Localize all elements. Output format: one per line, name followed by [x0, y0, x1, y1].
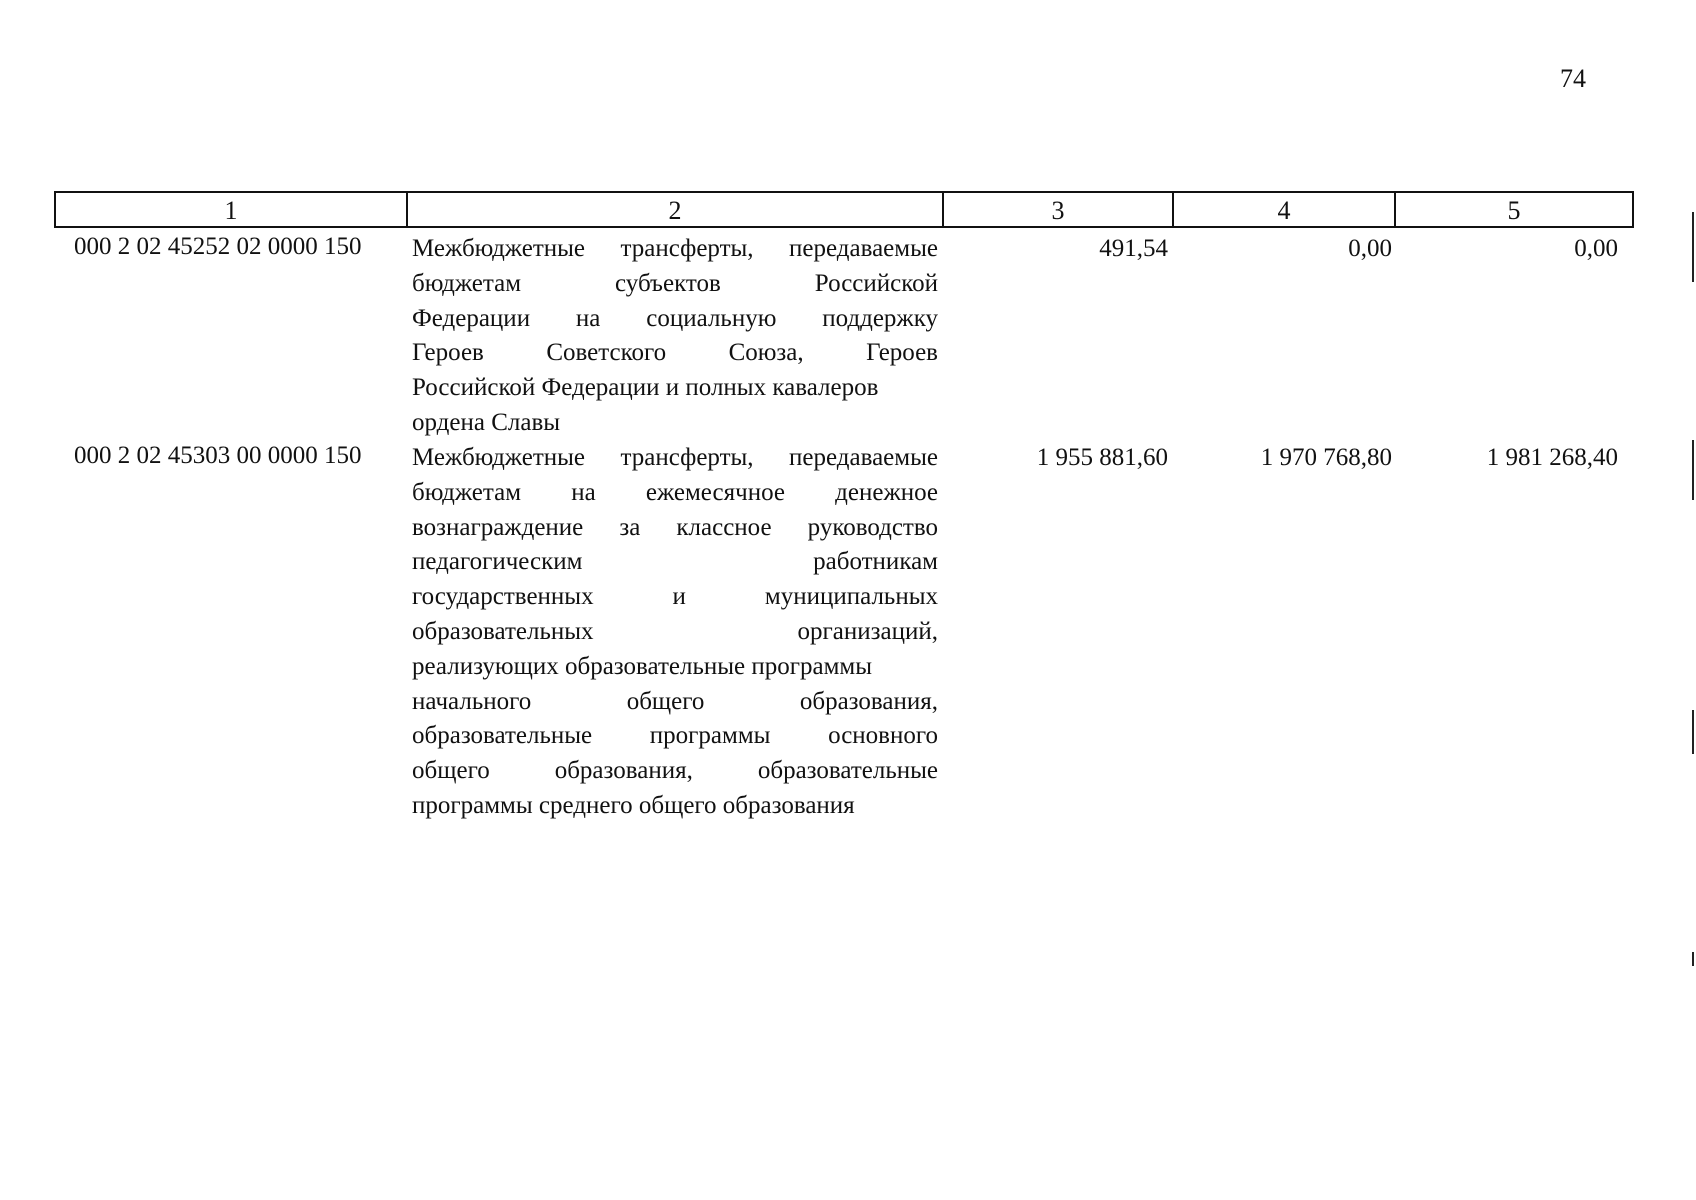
- row-code: 000 2 02 45252 02 0000 150: [74, 233, 362, 260]
- scan-artifact: [1692, 212, 1694, 282]
- header-cell-2: 2: [406, 191, 944, 228]
- row-description: [412, 441, 938, 824]
- description-line: Межбюджетные трансферты, передаваемые: [412, 235, 938, 262]
- row-value-col3: 491,54: [1099, 235, 1168, 262]
- description-line: Федерации на социальную поддержку: [412, 304, 938, 332]
- description-line: образовательных организаций,: [412, 617, 938, 645]
- row-value-col4: 1 970 768,80: [1260, 444, 1392, 471]
- header-cell-4: 4: [1172, 191, 1396, 228]
- scan-artifact: [1692, 952, 1694, 966]
- description-line: бюджетам субъектов Российской: [412, 269, 938, 297]
- header-cell-1: 1: [54, 191, 408, 228]
- description-line: Межбюджетные трансферты, передаваемые: [412, 444, 938, 471]
- description-line: государственных и муниципальных: [412, 583, 938, 611]
- page-number: 74: [1560, 64, 1586, 93]
- row-value-col4: 0,00: [1348, 235, 1392, 262]
- row-value-col5: 1 981 268,40: [1486, 444, 1618, 471]
- header-cell-3: 3: [942, 191, 1174, 228]
- row-description: [412, 232, 938, 441]
- description-line: Героев Советского Союза, Героев: [412, 339, 938, 367]
- description-line: образовательные программы основного: [412, 722, 938, 750]
- description-line: бюджетам на ежемесячное денежное: [412, 478, 938, 506]
- description-line: начального общего образования,: [412, 687, 938, 715]
- scan-artifact: [1692, 710, 1694, 754]
- description-line: педагогическим работникам: [412, 548, 938, 576]
- description-line: программы среднего общего образования: [412, 791, 855, 819]
- row-value-col3: 1 955 881,60: [1036, 444, 1168, 471]
- description-line: ордена Славы: [412, 408, 561, 436]
- description-line: общего образования, образовательные: [412, 757, 938, 785]
- description-line: вознаграждение за классное руководство: [412, 513, 938, 541]
- row-code: 000 2 02 45303 00 0000 150: [74, 442, 362, 469]
- scan-artifact: [1692, 440, 1694, 500]
- description-line: реализующих образовательные программы: [412, 652, 873, 680]
- description-line: Российской Федерации и полных кавалеров: [412, 374, 879, 402]
- row-value-col5: 0,00: [1574, 235, 1618, 262]
- header-cell-5: 5: [1394, 191, 1634, 228]
